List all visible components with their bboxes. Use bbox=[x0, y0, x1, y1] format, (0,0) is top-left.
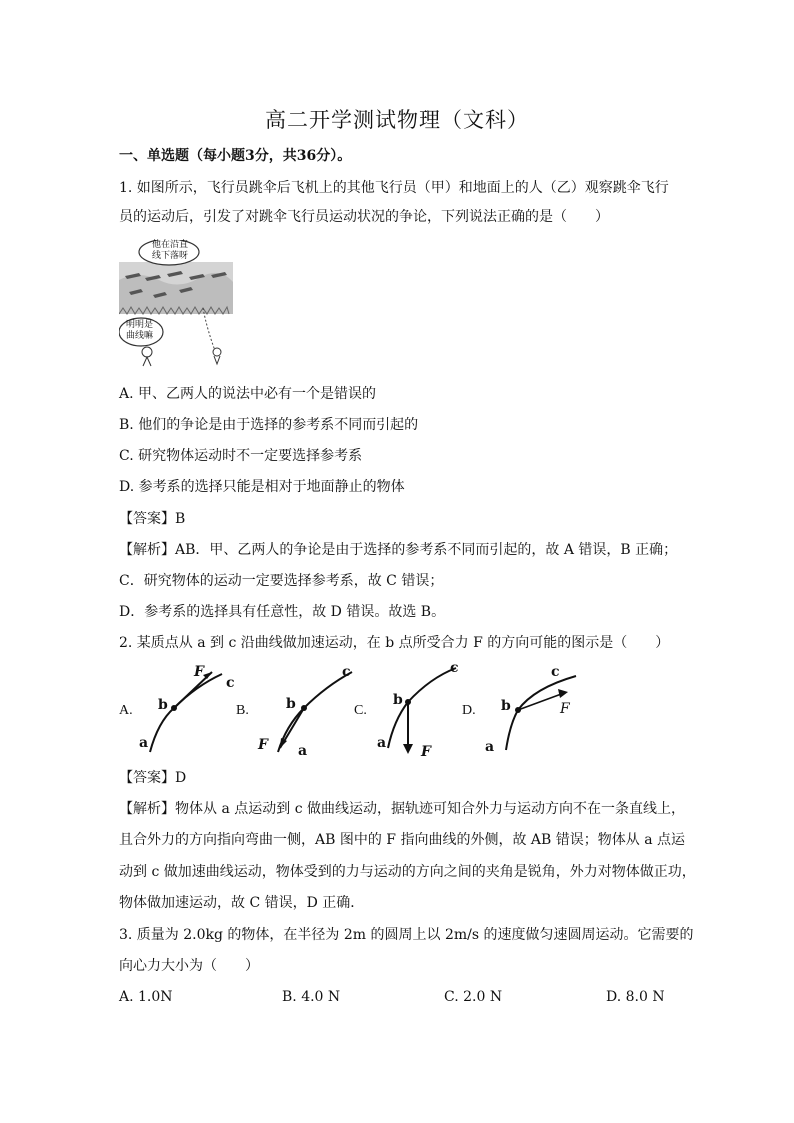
q1-option-a: A. 甲、乙两人的说法中必有一个是错误的 bbox=[119, 386, 377, 402]
q2-b-point-b: b bbox=[286, 696, 296, 712]
q3-option-b: B. 4.0 N bbox=[282, 989, 341, 1005]
q3-option-a: A. 1.0N bbox=[119, 989, 173, 1005]
q2-b-point-a: a bbox=[298, 743, 308, 759]
q3-stem-line2: 向心力大小为（ ） bbox=[119, 958, 259, 974]
q2-diagram-d bbox=[480, 660, 590, 760]
bubble-top-line2: 线下落呀 bbox=[152, 251, 189, 261]
q2-c-point-c: c bbox=[450, 660, 459, 676]
q2-d-force: F bbox=[560, 701, 570, 717]
q2-b-point-c: c bbox=[342, 664, 351, 680]
q2-c-point-a: a bbox=[377, 735, 387, 751]
q1-option-b: B. 他们的争论是由于选择的参考系不同而引起的 bbox=[119, 417, 419, 433]
q1-analysis-line3: D．参考系的选择具有任意性，故 D 错误。故选 B。 bbox=[119, 604, 446, 620]
q2-analysis-line2: 且合外力的方向指向弯曲一侧，AB 图中的 F 指向曲线的外侧，故 AB 错误；物体从 a 点运 bbox=[119, 832, 686, 848]
q2-option-c-label: C. bbox=[354, 703, 367, 718]
q2-c-force: F bbox=[421, 744, 431, 760]
page-title: 高二开学测试物理（文科） bbox=[265, 108, 529, 132]
q1-option-d: D. 参考系的选择只能是相对于地面静止的物体 bbox=[119, 479, 405, 495]
q1-analysis-line1: 【解析】AB．甲、乙两人的争论是由于选择的参考系不同而引起的，故 A 错误，B 正确； bbox=[119, 542, 678, 558]
q2-a-point-c: c bbox=[226, 675, 235, 691]
q2-d-point-c: c bbox=[551, 664, 560, 680]
parachute-cartoon bbox=[119, 240, 233, 368]
bubble-bottom-line2: 曲线嘛 bbox=[126, 331, 154, 341]
q2-answer: 【答案】D bbox=[119, 770, 187, 786]
q3-option-d: D. 8.0 N bbox=[606, 989, 665, 1005]
q2-b-force: F bbox=[258, 737, 268, 753]
q2-analysis-line1: 【解析】物体从 a 点运动到 c 做曲线运动，据轨迹可知合外力与运动方向不在一条直线上， bbox=[119, 801, 685, 817]
q2-d-point-a: a bbox=[485, 739, 495, 755]
q2-analysis-line4: 物体做加速运动，故 C 错误，D 正确． bbox=[119, 895, 365, 911]
q1-analysis-line2: C．研究物体的运动一定要选择参考系，故 C 错误； bbox=[119, 573, 444, 589]
q1-stem-line2: 员的运动后，引发了对跳伞飞行员运动状况的争论，下列说法正确的是（ ） bbox=[119, 209, 609, 225]
q3-option-c: C. 2.0 N bbox=[444, 989, 503, 1005]
q2-c-point-b: b bbox=[393, 692, 403, 708]
bubble-bottom-line1: 明明是 bbox=[126, 320, 154, 330]
q2-a-point-b: b bbox=[158, 697, 168, 713]
q2-analysis-line3: 动到 c 做加速曲线运动，物体受到的力与运动的方向之间的夹角是锐角，外力对物体做正功， bbox=[119, 864, 696, 880]
q2-option-b-label: B. bbox=[236, 703, 249, 718]
q2-option-d-label: D. bbox=[462, 703, 476, 718]
q2-d-point-b: b bbox=[501, 698, 511, 714]
q2-stem: 2. 某质点从 a 到 c 沿曲线做加速运动，在 b 点所受合力 F 的方向可能的图示是（ ） bbox=[119, 635, 670, 651]
q2-option-a-label: A. bbox=[119, 703, 133, 718]
bubble-top-line1: 他在沿直 bbox=[152, 240, 189, 250]
q1-stem-line1: 1. 如图所示，飞行员跳伞后飞机上的其他飞行员（甲）和地面上的人（乙）观察跳伞飞行 bbox=[119, 180, 669, 196]
q1-option-c: C. 研究物体运动时不一定要选择参考系 bbox=[119, 448, 363, 464]
section-heading: 一、单选题（每小题3分，共36分）。 bbox=[119, 148, 352, 164]
q1-answer: 【答案】B bbox=[119, 511, 186, 527]
q2-a-force: F bbox=[194, 664, 204, 680]
q2-a-point-a: a bbox=[139, 735, 149, 751]
q3-stem-line1: 3. 质量为 2.0kg 的物体，在半径为 2m 的圆周上以 2m/s 的速度做匀速圆周运动。它需要的 bbox=[119, 927, 694, 943]
